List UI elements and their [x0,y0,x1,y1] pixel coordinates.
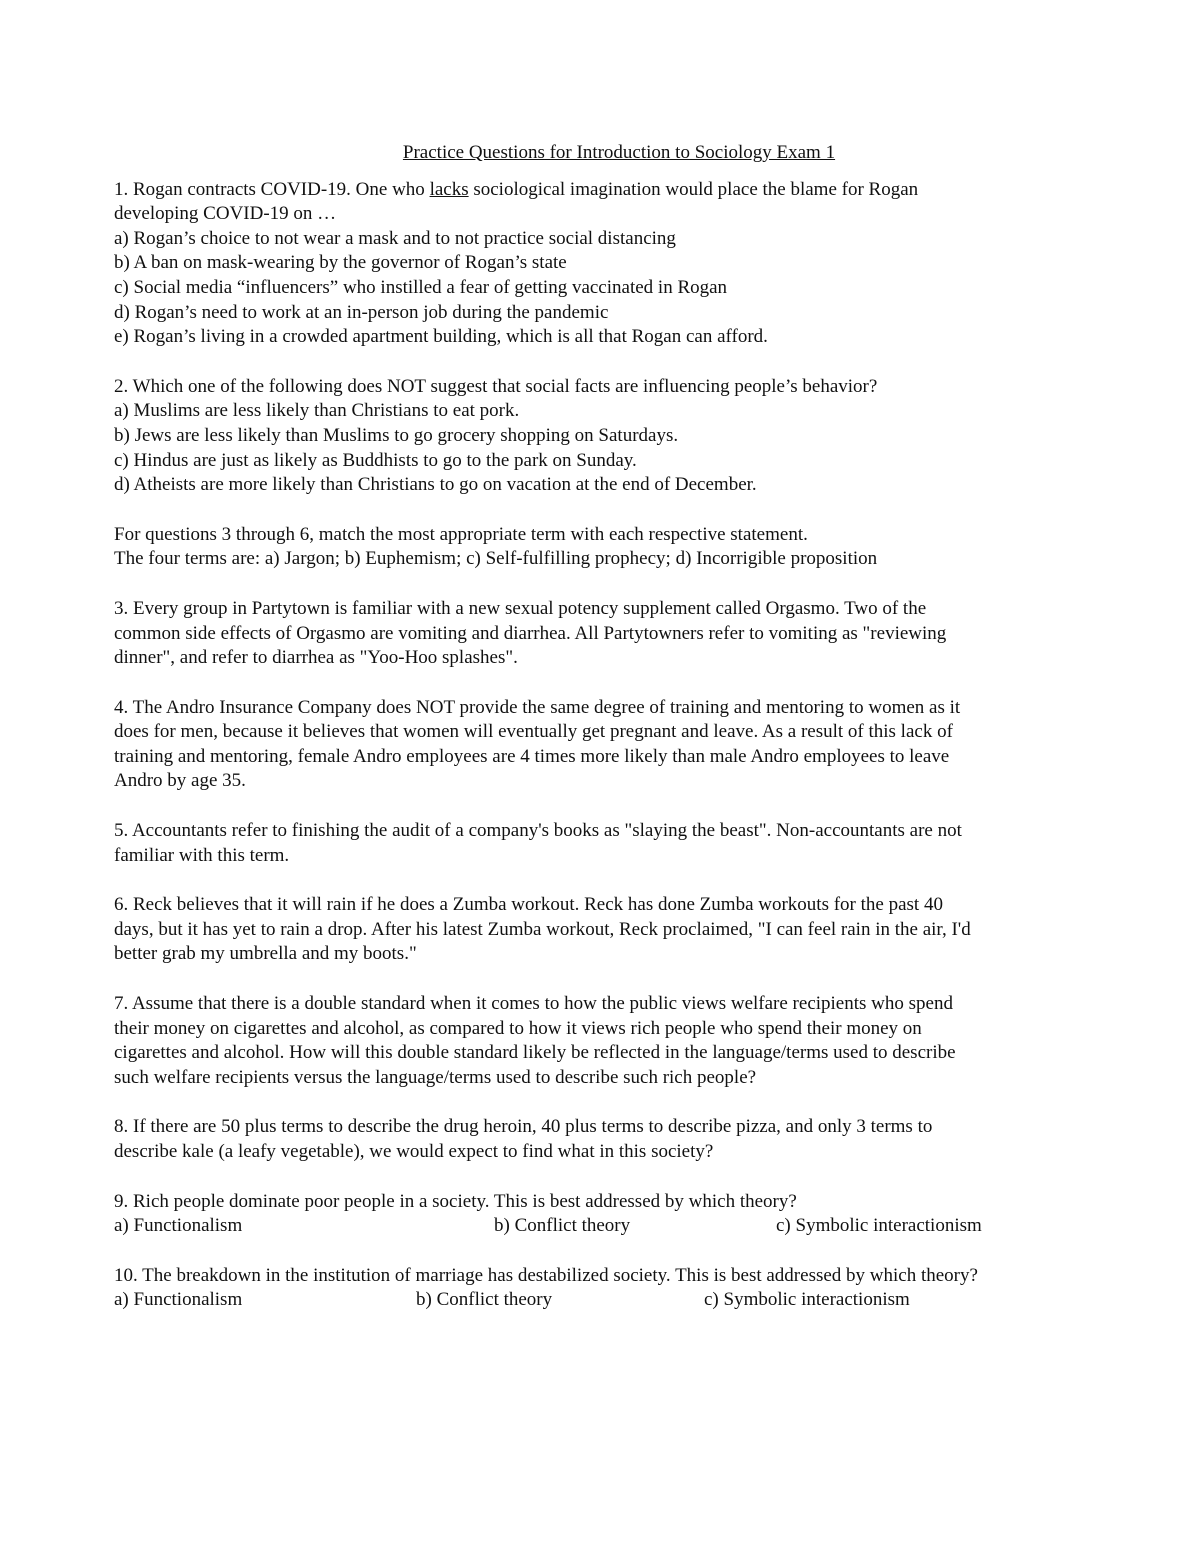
question-9-options [114,1214,1114,1239]
instructions-line-1: For questions 3 through 6, match the most appropriate term with each respective statement. [114,523,808,545]
question-4-line: training and mentoring, female Andro employees are 4 times more likely than male Andro employees to leave [114,745,950,767]
question-2-option-a: a) Muslims are less likely than Christians to eat pork. [114,400,520,422]
question-1-option-e: e) Rogan’s living in a crowded apartment building, which is all that Rogan can afford. [114,326,768,348]
question-5 [114,819,1114,868]
question-1-option-b: b) A ban on mask-wearing by the governor of Rogan’s state [114,252,567,274]
question-6-line: 6. Reck believes that it will rain if he does a Zumba workout. Reck has done Zumba workouts for the past 40 [114,894,943,916]
question-9-option-b: b) Conflict theory [494,1215,631,1237]
question-10-stem: 10. The breakdown in the institution of marriage has destabilized society. This is best addressed by which theory? [114,1264,978,1286]
question-10 [114,1264,1114,1313]
question-7-line: 7. Assume that there is a double standard when it comes to how the public views welfare recipients who spend [114,993,953,1015]
question-6-line: better grab my umbrella and my boots." [114,943,417,965]
question-2-stem: 2. Which one of the following does NOT suggest that social facts are influencing people’s behavior? [114,375,878,397]
question-1-stem [114,178,1114,203]
question-10-option-b: b) Conflict theory [416,1289,553,1311]
question-9-option-a: a) Functionalism [114,1215,243,1237]
question-5-line: 5. Accountants refer to finishing the audit of a company's books as "slaying the beast". Non-accountants are not [114,820,962,842]
question-3-line: 3. Every group in Partytown is familiar with a new sexual potency supplement called Orgasmo. Two of the [114,597,927,619]
question-3-line: common side effects of Orgasmo are vomiting and diarrhea. All Partytowners refer to vomiting as "reviewing [114,622,947,644]
question-4 [114,696,1114,794]
question-2-option-b: b) Jews are less likely than Muslims to go grocery shopping on Saturdays. [114,424,679,446]
underlined-word: lacks [429,178,469,200]
instructions-line-2: The four terms are: a) Jargon; b) Euphemism; c) Self-fulfilling prophecy; d) Incorrigible proposition [114,548,878,570]
question-4-line: Andro by age 35. [114,770,246,792]
question-8-line: describe kale (a leafy vegetable), we would expect to find what in this society? [114,1141,714,1162]
question-7 [114,992,1114,1090]
question-3-line: dinner", and refer to diarrhea as "Yoo-Hoo splashes". [114,647,518,669]
question-1-stem-start: 1. Rogan contracts COVID-19. One who [114,178,430,200]
question-10-options [114,1288,1114,1313]
question-5-line: familiar with this term. [114,844,290,866]
question-9-option-c: c) Symbolic interactionism [776,1215,982,1237]
question-7-line: cigarettes and alcohol. How will this double standard likely be reflected in the language/terms used to describe [114,1042,956,1064]
question-6 [114,893,1114,967]
question-2-option-c: c) Hindus are just as likely as Buddhists to go to the park on Sunday. [114,449,637,471]
question-1-stem-end: sociological imagination would place the blame for Rogan [468,178,919,200]
question-1-option-c: c) Social media “influencers” who instilled a fear of getting vaccinated in Rogan [114,276,728,298]
question-7-line: such welfare recipients versus the language/terms used to describe such rich people? [114,1066,757,1088]
question-1-option-a: a) Rogan’s choice to not wear a mask and to not practice social distancing [114,227,676,249]
question-10-option-a: a) Functionalism [114,1289,243,1311]
question-7-line: their money on cigarettes and alcohol, as compared to how it views rich people who spend their money on [114,1017,922,1039]
question-4-line: 4. The Andro Insurance Company does NOT provide the same degree of training and mentoring to women as it [114,696,961,718]
question-10-option-c: c) Symbolic interactionism [704,1289,910,1311]
question-3 [114,597,1114,671]
question-1 [114,178,1114,350]
question-9 [114,1190,1114,1239]
question-8 [114,1115,1114,1164]
matching-instructions [114,523,1114,572]
question-8-line: 8. If there are 50 plus terms to describe the drug heroin, 40 plus terms to describe pizza, and only 3 terms to [114,1116,933,1138]
document-page [114,141,1114,1338]
question-1-option-d: d) Rogan’s need to work at an in-person job during the pandemic [114,301,609,323]
question-9-stem: 9. Rich people dominate poor people in a society. This is best addressed by which theory? [114,1190,797,1212]
question-2-option-d: d) Atheists are more likely than Christians to go on vacation at the end of December. [114,474,757,496]
question-2 [114,375,1114,498]
question-1-stem-line2: developing COVID-19 on … [114,203,337,225]
question-6-line: days, but it has yet to rain a drop. After his latest Zumba workout, Reck proclaimed, "I can feel rain in the air, I'd [114,918,971,940]
question-4-line: does for men, because it believes that women will eventually get pregnant and leave. As a result of this lack of [114,721,953,743]
page-title: Practice Questions for Introduction to Sociology Exam 1 [402,142,836,163]
